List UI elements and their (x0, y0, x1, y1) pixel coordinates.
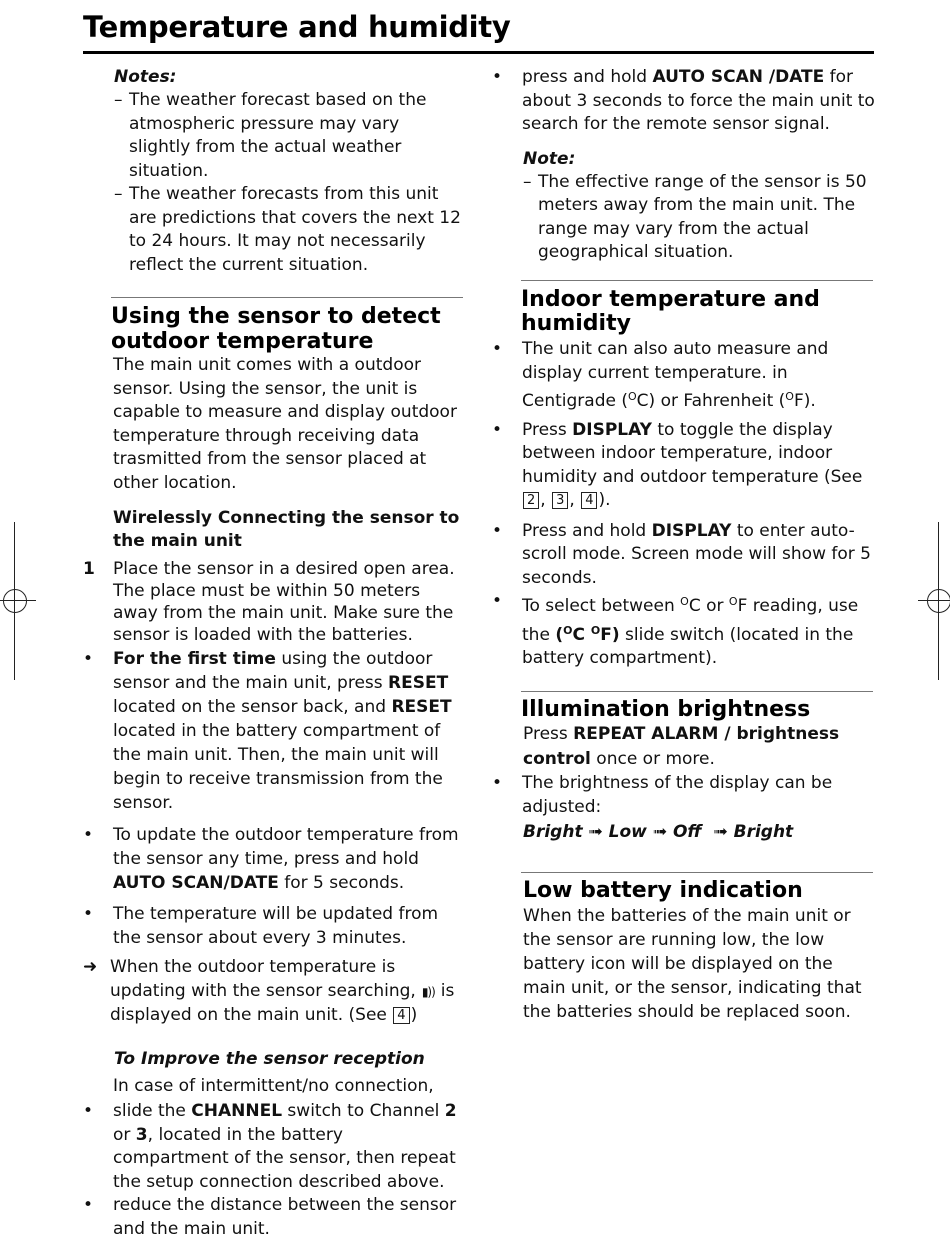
indoor-heading: Indoor temperature and humidity (521, 286, 820, 336)
brightness-sequence: Bright ➟ Low ➟ Off ➟ Bright (523, 822, 794, 842)
sensor-bullet-first-time: • For the first time using the outdoor sensor and the main unit, press RESET located on the sensor back, and RESET located in the battery compartment of the main unit. Then, the main unit will begin to receive transmission from the sensor. (83, 649, 452, 813)
signal-icon: ▮)) (421, 984, 435, 999)
illumination-press: Press REPEAT ALARM / brightness control once or more. (523, 724, 840, 769)
registration-mark-right (918, 580, 950, 622)
improve-intro: In case of intermittent/no connection, (113, 1075, 434, 1096)
registration-mark-left (0, 580, 36, 622)
arrow-icon: ➟ (652, 822, 668, 842)
figure-ref: 2 (523, 492, 539, 509)
battery-heading: Low battery indication (523, 878, 803, 903)
battery-text: When the batteries of the main unit or the sensor are running low, the low battery icon will be displayed on the main unit, or the sensor, indicating that the batteries should be replaced soon. (523, 905, 862, 1022)
figure-ref: 4 (393, 1007, 409, 1024)
page-title: Temperature and humidity (83, 10, 511, 44)
title-rule (83, 51, 874, 54)
notes-heading: Notes: (114, 67, 177, 87)
section-divider (521, 280, 873, 281)
illumination-heading: Illumination brightness (521, 696, 811, 722)
note-item: – The effective range of the sensor is 50 meters away from the main unit. The range may vary from the actual geographical situation. (523, 171, 867, 262)
notes-block (83, 66, 463, 277)
wireless-heading: Wirelessly Connecting the sensor to the main unit (113, 508, 460, 551)
arrow-icon: ➟ (588, 822, 603, 842)
notes-item: – The weather forecasts from this unit are predictions that covers the next 12 to 24 hours. It may not necessarily reflect the current situation. (114, 184, 461, 275)
left-column (83, 66, 463, 1241)
figure-ref: 4 (581, 492, 597, 509)
indoor-bullet-display: • Press DISPLAY to toggle the display between indoor temperature, indoor humidity and outdoor temperature (See 2 , 3 , 4 ). (492, 419, 863, 510)
improve-bullet-distance: • reduce the distance between the sensor and the main unit. (83, 1195, 457, 1239)
indoor-bullet-autoscroll: • Press and hold DISPLAY to enter auto-scroll mode. Screen mode will show for 5 seconds. (492, 520, 871, 588)
arrow-icon: ➜ (83, 957, 98, 977)
step-1: 1 Place the sensor in a desired open area. The place must be within 50 meters away from the main unit. Make sure the sensor is loaded with the batteries. (83, 559, 455, 645)
section-divider (521, 691, 873, 692)
sensor-arrow-note: ➜ When the outdoor temperature is updating with the sensor searching, ▮)) is displayed on the main unit. (See 4 ) (83, 957, 455, 1025)
note-heading: Note: (523, 148, 576, 169)
note-block (492, 148, 876, 265)
indoor-bullet-units: • To select between $^O$C or $^O$F reading, use the ($^O$C $^O$F) slide switch (located in the battery compartment). (492, 591, 859, 668)
improve-heading: To Improve the sensor reception (114, 1048, 425, 1069)
illumination-bullet: • The brightness of the display can be adjusted: (492, 773, 833, 817)
sensor-intro: The main unit comes with a outdoor sensor. Using the sensor, the unit is capable to measure and display outdoor temperature through receiving data trasmitted from the sensor placed at other location. (113, 355, 457, 493)
step-number: 1 (83, 559, 95, 579)
section-divider (521, 872, 873, 873)
arrow-icon: ➟ (713, 822, 728, 842)
notes-item: – The weather forecast based on the atmospheric pressure may vary slightly from the actual weather situation. (114, 90, 427, 181)
right-column (492, 66, 876, 1024)
sensor-bullet-update: • To update the outdoor temperature from the sensor any time, press and hold AUTO SCAN/DATE for 5 seconds. (83, 825, 459, 893)
improve-bullet-channel: • slide the CHANNEL switch to Channel 2 or 3, located in the battery compartment of the sensor, then repeat the setup connection described above. (83, 1101, 457, 1192)
section-divider (111, 297, 463, 298)
indoor-bullet-measure: • The unit can also auto measure and display current temperature. in Centigrade ($^O$C) or Fahrenheit ($^O$F). (492, 338, 829, 411)
figure-ref: 3 (552, 492, 568, 509)
right-bullet-force-search: • press and hold AUTO SCAN /DATE for about 3 seconds to force the main unit to search for the remote sensor signal. (492, 67, 875, 134)
sensor-heading: Using the sensor to detect outdoor temperature (111, 304, 441, 354)
sensor-bullet-interval: • The temperature will be updated from the sensor about every 3 minutes. (83, 904, 439, 948)
